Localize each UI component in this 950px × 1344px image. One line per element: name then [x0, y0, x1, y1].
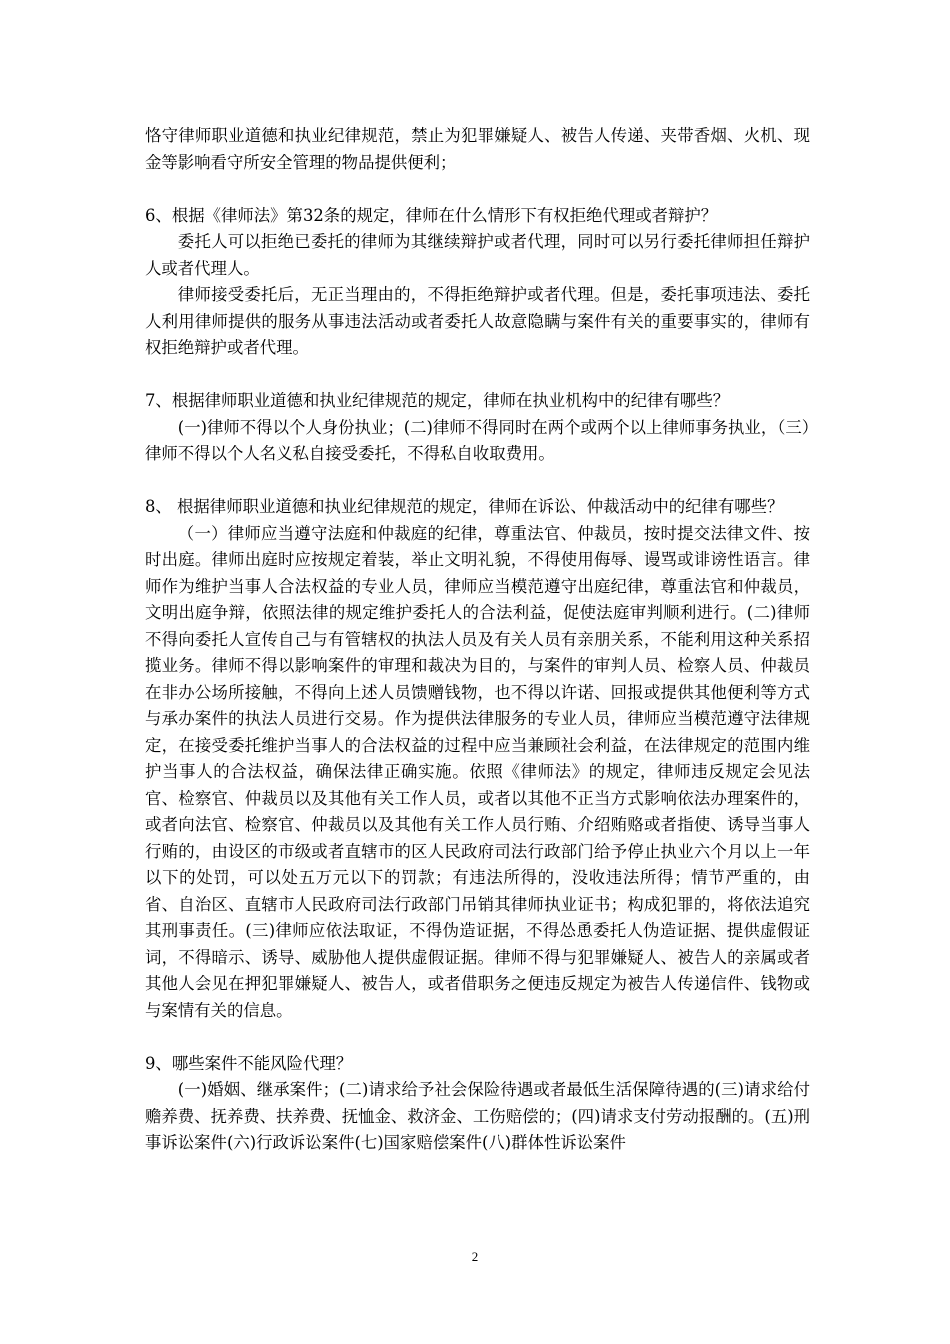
intro-paragraph: 恪守律师职业道德和执业纪律规范，禁止为犯罪嫌疑人、被告人传递、夹带香烟、火机、现金等影响看守所安全管理的物品提供便利； — [145, 126, 810, 172]
answer-9: (一)婚姻、继承案件；(二)请求给予社会保险待遇或者最低生活保障待遇的(三)请求给付赡养费、抚养费、扶养费、抚恤金、救济金、工伤赔偿的；(四)请求支付劳动报酬的。(五)刑事诉讼案件(六)行政诉讼案件(七)国家赔偿案件(八)群体性诉讼案件 — [145, 1080, 810, 1152]
question-8: 8、 根据律师职业道德和执业纪律规范的规定，律师在诉讼、仲裁活动中的纪律有哪些？ — [145, 497, 784, 516]
answer-7: (一)律师不得以个人身份执业；(二)律师不得同时在两个或两个以上律师事务执业，（三）律师不得以个人名义私自接受委托，不得私自收取费用。 — [145, 417, 810, 463]
document-body — [145, 123, 810, 1157]
answer-6-paragraph-2: 律师接受委托后，无正当理由的，不得拒绝辩护或者代理。但是，委托事项违法、委托人利用律师提供的服务从事违法活动或者委托人故意隐瞒与案件有关的重要事实的，律师有权拒绝辩护或者代理。 — [145, 285, 810, 357]
paragraph-gap — [145, 468, 810, 495]
question-9: 9、哪些案件不能风险代理？ — [145, 1053, 353, 1073]
answer-8: （一）律师应当遵守法庭和仲裁庭的纪律，尊重法官、仲裁员，按时提交法律文件、按时出庭。律师出庭时应按规定着装，举止文明礼貌，不得使用侮辱、谩骂或诽谤性语言。律师作为维护当事人合法权益的专业人员，律师应当模范遵守出庭纪律，尊重法官和仲裁员，文明出庭争辩，依照法律的规定维护委托人的合法利益，促使法庭审判顺利进行。(二)律师不得向委托人宣传自己与有管辖权的执法人员及有关人员有亲朋关系，不能利用这种关系招揽业务。律师不得以影响案件的审理和裁决为目的，与案件的审判人员、检察人员、仲裁员在非办公场所接触，不得向上述人员馈赠钱物，也不得以许诺、回报或提供其他便利等方式与承办案件的执法人员进行交易。作为提供法律服务的专业人员，律师应当模范遵守法律规定，在接受委托维护当事人的合法权益的过程中应当兼顾社会利益，在法律规定的范围内维护当事人的合法权益，确保法律正确实施。依照《律师法》的规定，律师违反规定会见法官、检察官、仲裁员以及其他有关工作人员，或者以其他不正当方式影响依法办理案件的，或者向法官、检察官、仲裁员以及其他有关工作人员行贿、介绍贿赂或者指使、诱导当事人行贿的，由设区的市级或者直辖市的区人民政府司法行政部门给予停止执业六个月以上一年以下的处罚，可以处五万元以下的罚款；有违法所得的，没收违法所得；情节严重的，由省、自治区、直辖市人民政府司法行政部门吊销其律师执业证书；构成犯罪的，将依法追究其刑事责任。(三)律师应依法取证，不得伪造证据，不得怂恿委托人伪造证据、提供虚假证词，不得暗示、诱导、威胁他人提供虚假证据。律师不得与犯罪嫌疑人、被告人的亲属或者其他人会见在押犯罪嫌疑人、被告人，或者借职务之便违反规定为被告人传递信件、钱物或与案情有关的信息。 — [145, 523, 810, 1020]
question-6: 6、根据《律师法》第32条的规定，律师在什么情形下有权拒绝代理或者辩护？ — [145, 205, 718, 225]
question-7: 7、根据律师职业道德和执业纪律规范的规定，律师在执业机构中的纪律有哪些？ — [145, 391, 730, 410]
paragraph-gap — [145, 1024, 810, 1051]
answer-6-paragraph-1: 委托人可以拒绝已委托的律师为其继续辩护或者代理，同时可以另行委托律师担任辩护人或者代理人。 — [145, 232, 810, 278]
paragraph-gap — [145, 362, 810, 389]
page-number: 2 — [471, 1249, 479, 1264]
paragraph-gap — [145, 176, 810, 203]
